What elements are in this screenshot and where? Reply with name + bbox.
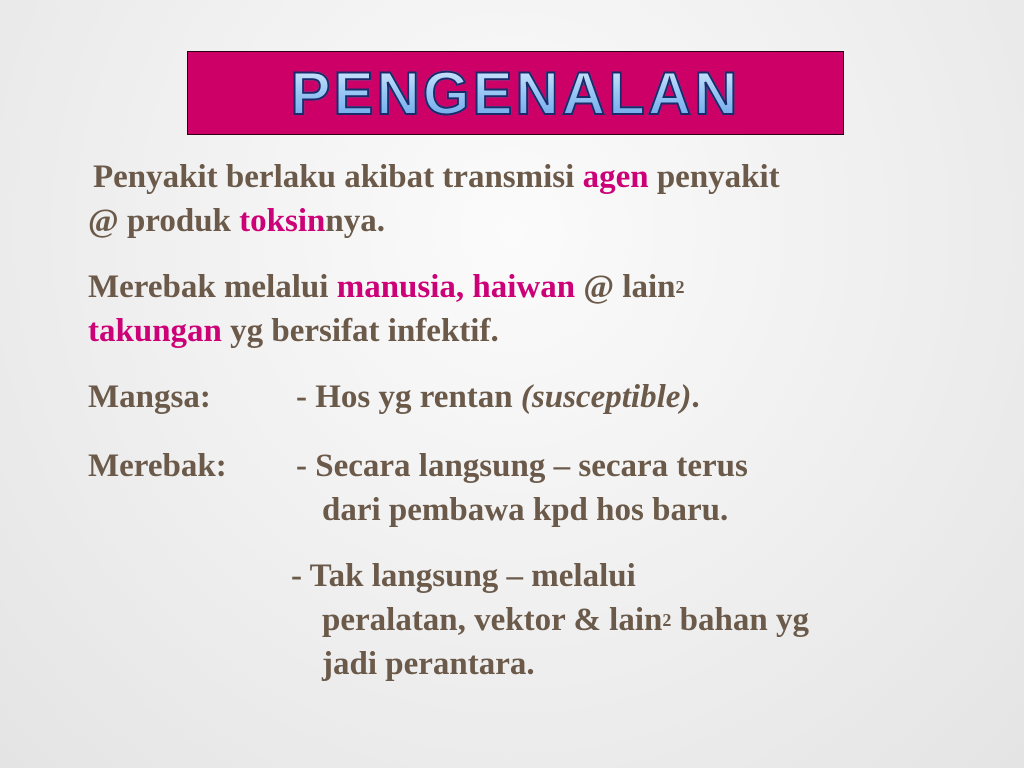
para5-line3: jadi perantara. xyxy=(322,646,535,682)
para3-content xyxy=(296,377,700,417)
para1-text-c: penyakit xyxy=(648,159,780,195)
para5-line2 xyxy=(322,600,809,640)
para3-label: Mangsa: xyxy=(88,379,211,415)
para3-italic-term: (susceptible) xyxy=(520,379,692,415)
para1-line1 xyxy=(93,157,780,197)
para4-label: Merebak: xyxy=(88,448,227,484)
para2-line1 xyxy=(88,267,685,307)
para1-text-a: Penyakit berlaku akibat transmisi xyxy=(93,159,583,195)
title-banner xyxy=(187,51,844,135)
para3-text-c: . xyxy=(691,379,700,415)
para5-superscript: 2 xyxy=(662,610,672,630)
para2-text-c: @ lain xyxy=(575,269,676,305)
para1-highlight-toksin: toksin xyxy=(239,203,326,239)
para3-text-a: - Hos yg rentan xyxy=(296,379,521,415)
para2-text-e: yg bersifat infektif. xyxy=(221,313,499,349)
para5-text-b: peralatan, vektor & lain xyxy=(322,602,663,638)
para1-text-d: @ produk xyxy=(88,203,240,239)
para2-highlight-takungan: takungan xyxy=(88,313,222,349)
slide-title: PENGENALAN xyxy=(188,58,843,130)
para5-text-c: bahan yg xyxy=(671,602,809,638)
para1-text-f: nya. xyxy=(325,203,385,239)
para5-line1: - Tak langsung – melalui xyxy=(291,558,636,594)
para4-line1: - Secara langsung – secara terus xyxy=(296,448,748,484)
para2-highlight-hosts: manusia, haiwan xyxy=(336,269,576,305)
para1-highlight-agen: agen xyxy=(582,159,649,195)
para1-line2 xyxy=(88,201,385,241)
para2-superscript: 2 xyxy=(675,277,685,297)
para4-line2: dari pembawa kpd hos baru. xyxy=(322,492,729,528)
para2-line2 xyxy=(88,311,499,351)
para2-text-a: Merebak melalui xyxy=(88,269,337,305)
